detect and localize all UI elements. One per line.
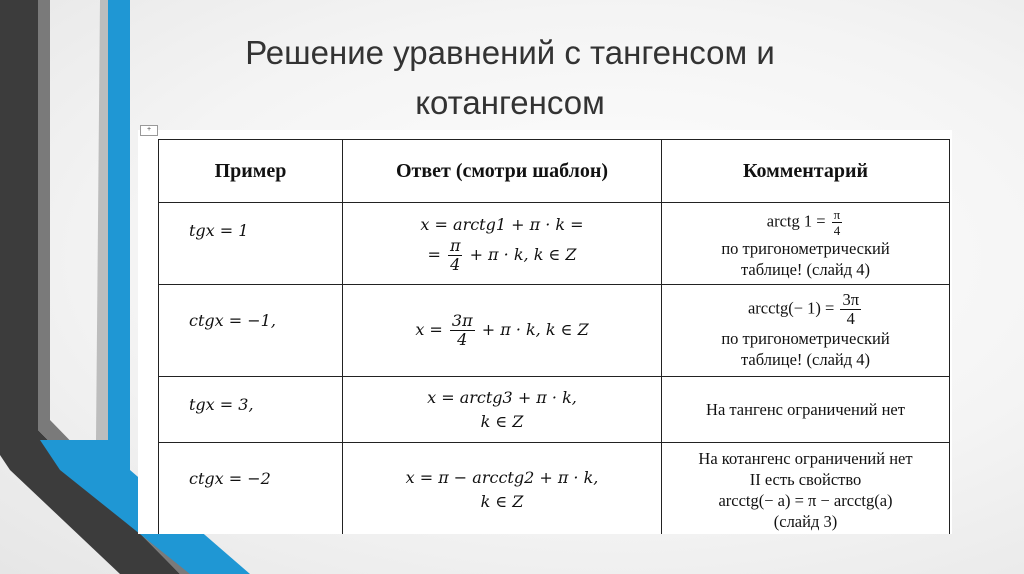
answer-line: x = arctg3 + π · k,: [427, 387, 577, 407]
table-row: [159, 377, 950, 443]
comment-line: по тригонометрический: [721, 239, 890, 258]
fraction-numerator: 3π: [842, 290, 860, 309]
slide-title: [150, 28, 870, 128]
header-comment: Комментарий: [662, 140, 950, 203]
equations-table: [158, 139, 950, 534]
example-cell: ctgx = −2: [159, 443, 343, 535]
table-row: [159, 203, 950, 285]
comment-line: [662, 291, 949, 328]
fraction-denominator: 4: [457, 330, 468, 349]
fraction: [448, 237, 463, 274]
answer-text: =: [427, 245, 441, 264]
fraction: [840, 291, 861, 328]
fraction-denominator: 4: [450, 255, 461, 274]
answer-cell: [343, 377, 662, 443]
table-row: [159, 285, 950, 377]
answer-line: x = arctg1 + π · k =: [420, 215, 584, 234]
example-cell: tgx = 1: [159, 203, 343, 285]
answer-cell: [343, 443, 662, 535]
example-cell: tgx = 3,: [159, 377, 343, 443]
title-line-1: Решение уравнений с тангенсом и: [245, 34, 775, 71]
light-stripe: [96, 0, 108, 440]
fraction-denominator: 4: [846, 309, 855, 328]
comment-line: [662, 207, 949, 238]
comment-cell: [662, 443, 950, 535]
example-cell: ctgx = −1,: [159, 285, 343, 377]
comment-cell: [662, 285, 950, 377]
answer-line: x = π − arcctg2 + π · k,: [405, 467, 599, 487]
comment-line: (слайд 3): [773, 511, 838, 531]
header-row: [159, 140, 950, 203]
answer-cell: [343, 285, 662, 377]
comment-line: II есть свойство: [749, 469, 862, 489]
comment-text: arctg 1 =: [766, 211, 826, 231]
comment-line: таблице! (слайд 4): [740, 260, 871, 279]
title-line-2: котангенсом: [415, 84, 605, 121]
fraction: [450, 312, 475, 349]
comment-line: таблице! (слайд 4): [740, 350, 871, 369]
answer-text: x =: [415, 320, 443, 339]
answer-line: [343, 237, 661, 274]
fraction-numerator: π: [833, 207, 841, 222]
comment-text: arcctg(− 1) =: [747, 298, 835, 318]
table-image: [138, 130, 952, 534]
comment-line: по тригонометрический: [721, 329, 890, 348]
comment-cell: [662, 203, 950, 285]
header-answer: Ответ (смотри шаблон): [343, 140, 662, 203]
comment-line: arcctg(− a) = π − arcctg(a): [718, 490, 893, 510]
answer-cell: [343, 203, 662, 285]
answer-text: + π · k, k ∈ Z: [469, 245, 577, 264]
answer-line: k ∈ Z: [480, 411, 524, 431]
answer-text: + π · k, k ∈ Z: [481, 320, 589, 339]
table-row: [159, 443, 950, 535]
fraction-numerator: π: [449, 236, 461, 255]
table-move-handle[interactable]: +: [140, 125, 158, 136]
fraction-denominator: 4: [833, 223, 841, 238]
comment-line: На котангенс ограничений нет: [698, 448, 913, 468]
answer-line: k ∈ Z: [480, 491, 524, 511]
fraction-numerator: 3π: [451, 311, 473, 330]
comment-cell: На тангенс ограничений нет: [662, 377, 950, 443]
fraction: [832, 207, 843, 238]
header-example: Пример: [159, 140, 343, 203]
